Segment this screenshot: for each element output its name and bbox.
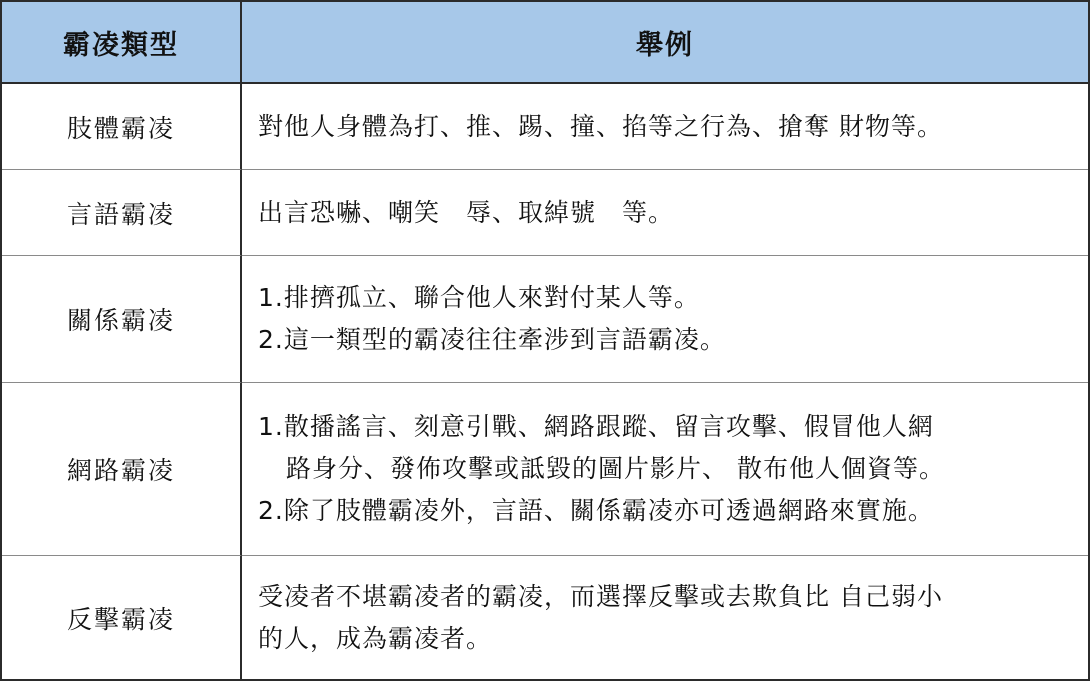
type-label: 關係霸凌: [66, 306, 175, 335]
example-line: 1.散播謠言、刻意引戰、網路跟蹤、留言攻擊、假冒他人網: [258, 412, 934, 441]
header-example: 舉例: [242, 2, 1088, 84]
row-retaliation-type: [2, 556, 242, 679]
type-label: 肢體霸凌: [66, 113, 175, 143]
row-retaliation-example: [242, 556, 1088, 679]
type-label: 言語霸凌: [66, 199, 175, 229]
row-verbal-type: [2, 170, 242, 256]
row-cyber-example: [242, 383, 1088, 556]
example-line: 2.這一類型的霸凌往往牽涉到言語霸凌。: [258, 325, 726, 354]
example-line: 1.排擠孤立、聯合他人來對付某人等。: [258, 283, 700, 312]
example-line: 對他人身體為打、推、踢、撞、掐等之行為、搶奪 財物等。: [258, 111, 943, 141]
row-relational-type: [2, 256, 242, 383]
example-line: 的人，成為霸凌者。: [258, 623, 493, 653]
example-line: 出言恐嚇、嘲笑 辱、取綽號 等。: [258, 197, 675, 227]
example-line: 路身分、發佈攻擊或詆毀的圖片影片、 散布他人個資等。: [286, 454, 945, 483]
example-line: 受凌者不堪霸凌者的霸凌，而選擇反擊或去欺負比 自己弱小: [258, 581, 943, 611]
row-cyber-type: [2, 383, 242, 556]
row-verbal-example: [242, 170, 1088, 256]
header-type: 霸凌類型: [2, 2, 242, 84]
row-relational-example: [242, 256, 1088, 383]
example-line: 2.除了肢體霸凌外，言語、關係霸凌亦可透過網路來實施。: [258, 496, 934, 525]
type-label: 反擊霸凌: [66, 604, 175, 634]
row-physical-example: [242, 84, 1088, 170]
row-physical-type: [2, 84, 242, 170]
type-label: 網路霸凌: [66, 456, 175, 485]
